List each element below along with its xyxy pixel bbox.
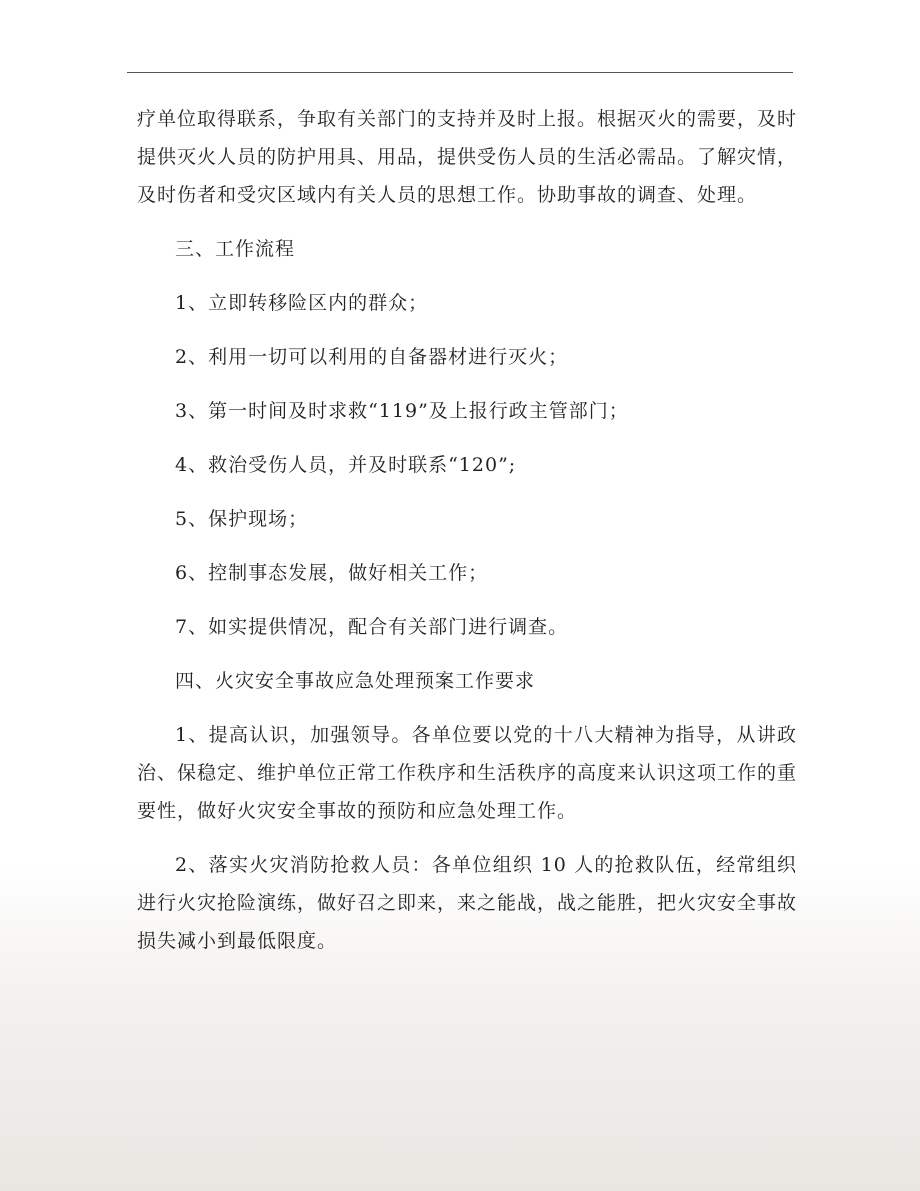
section-heading-workflow: 三、工作流程 — [175, 238, 296, 260]
list-item-6: 6、控制事态发展，做好相关工作； — [175, 562, 489, 584]
list-item-1: 1、立即转移险区内的群众； — [175, 292, 429, 314]
list-item-3: 3、第一时间及时求救“119”及上报行政主管部门； — [175, 400, 629, 422]
requirement-paragraph-1: 1、提高认识，加强领导。各单位要以党的十八大精神为指导，从讲政治、保稳定、维护单位正常工作秩序和生活秩序的高度来认识这项工作的重要性，做好火灾安全事故的预防和应急处理工作。 — [137, 724, 798, 822]
paragraph-continuation: 疗单位取得联系，争取有关部门的支持并及时上报。根据灭火的需要，及时提供灭火人员的防护用具、用品，提供受伤人员的生活必需品。了解灾情，及时伤者和受灾区域内有关人员的思想工作。协助事故的调查、处理。 — [137, 108, 798, 206]
document-body — [137, 100, 797, 976]
header-rule — [127, 72, 793, 73]
list-item-5: 5、保护现场； — [175, 508, 309, 530]
list-item-7: 7、如实提供情况，配合有关部门进行调查。 — [175, 616, 569, 638]
list-item-4: 4、救治受伤人员，并及时联系“120”; — [175, 454, 517, 476]
requirement-paragraph-2: 2、落实火灾消防抢救人员：各单位组织 10 人的抢救队伍，经常组织进行火灾抢险演练，做好召之即来，来之能战，战之能胜，把火灾安全事故损失减小到最低限度。 — [137, 854, 798, 952]
section-heading-requirements: 四、火灾安全事故应急处理预案工作要求 — [175, 670, 536, 692]
list-item-2: 2、利用一切可以利用的自备器材进行灭火； — [175, 346, 569, 368]
